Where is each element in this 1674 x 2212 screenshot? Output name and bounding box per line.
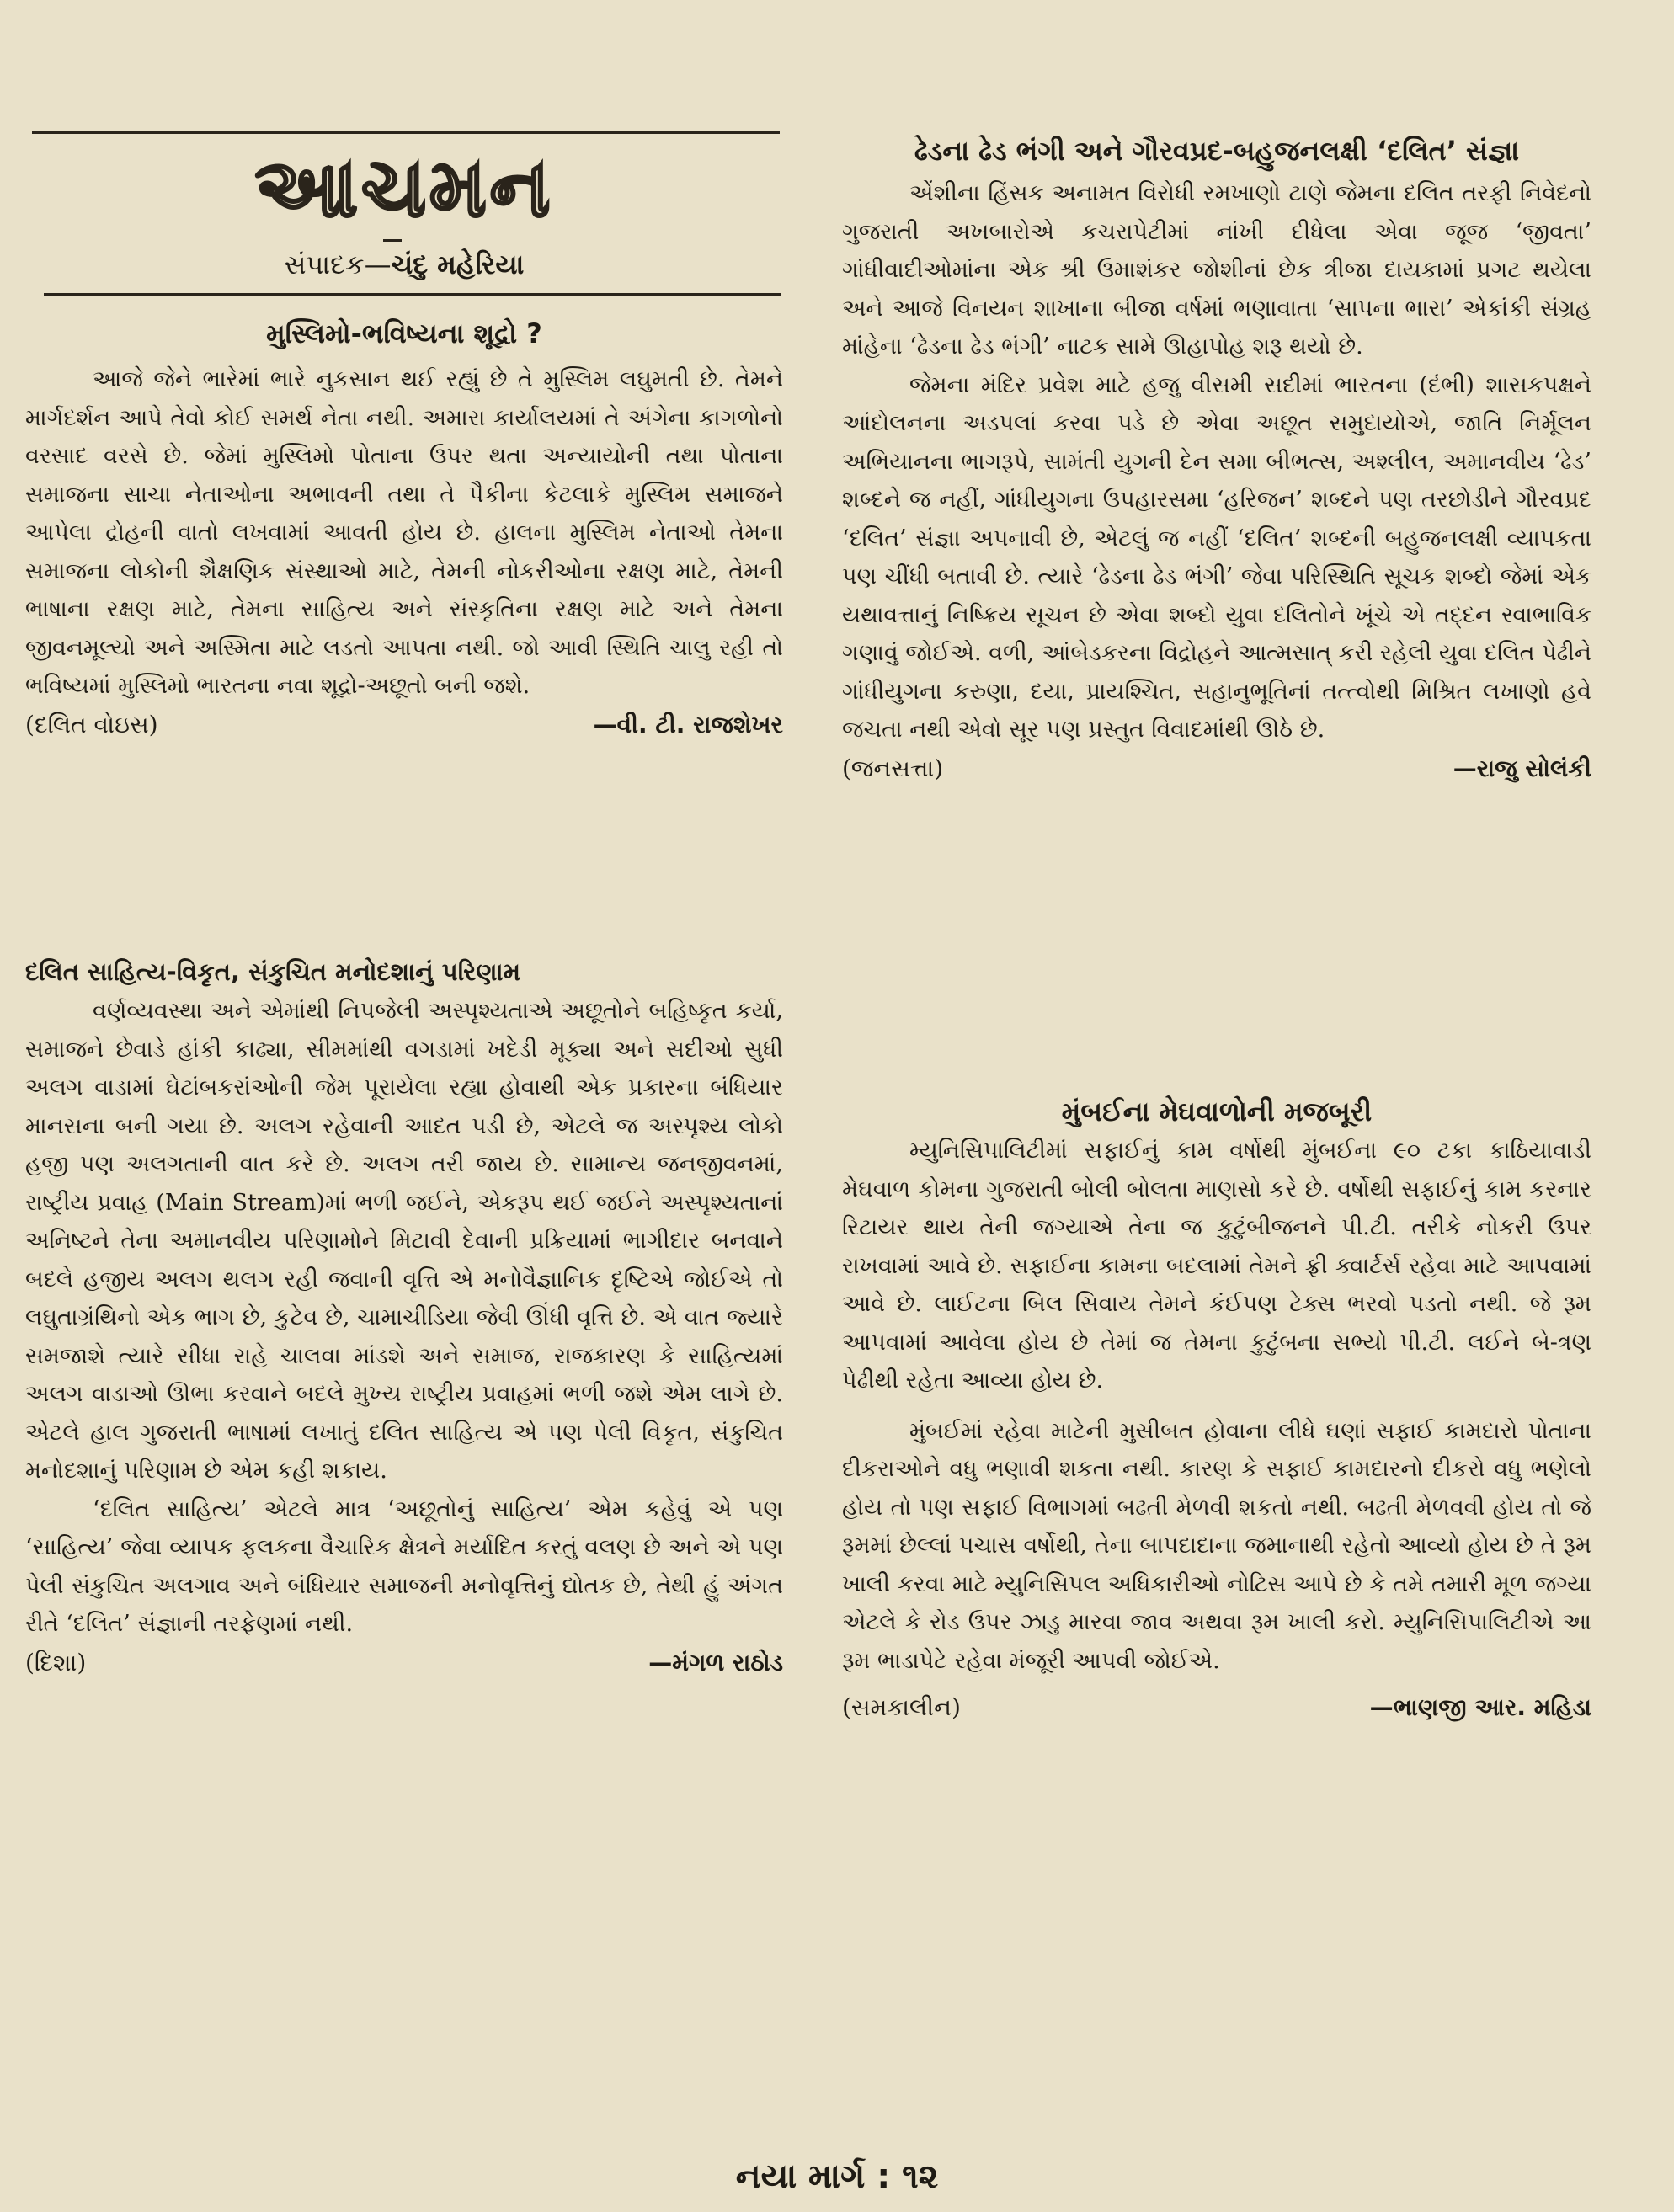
editor-label: સંપાદક— <box>284 248 392 280</box>
article-signature <box>25 706 783 744</box>
masthead-top-rule <box>32 131 780 134</box>
article-paragraph: આજે જેને ભારેમાં ભારે નુકસાન થઈ રહ્યું છે તે મુસ્લિમ લઘુમતી છે. તેમને માર્ગદર્શન આપે તેવો કોઈ સમર્થ નેતા નથી. અમારા કાર્યાલયમાં તે અંગેના કાગળોનો વરસાદ વરસે છે. જેમાં મુસ્લિમો પોતાના ઉપર થતા અન્યાયોની તથા પોતાના સમાજના સાચા નેતાઓના અભાવની તથા તે પૈકીના કેટલાકે મુસ્લિમ સમાજને આપેલા દ્રોહની વાતો લખવામાં આવતી હોય છે. હાલના મુસ્લિમ નેતાઓ તેમના સમાજના લોકોની શૈક્ષણિક સંસ્થાઓ માટે, તેમની નોકરીઓના રક્ષણ માટે, તેમની ભાષાના રક્ષણ માટે, તેમના સાહિત્ય અને સંસ્કૃતિના રક્ષણ માટે અને તેમના જીવનમૂલ્યો અને અસ્મિતા માટે લડતો આપતા નથી. જો આવી સ્થિતિ ચાલુ રહી તો ભવિષ્યમાં મુસ્લિમો ભારતના નવા શૂદ્રો-અછૂતો બની જશે. <box>25 366 783 699</box>
article-paragraph: મ્યુનિસિપાલિટીમાં સફાઈનું કામ વર્ષોથી મુંબઈના ૯૦ ટકા કાઠિયાવાડી મેઘવાળ કોમના ગુજરાતી બોલી બોલતા માણસો કરે છે. વર્ષોથી સફાઈનું કામ કરનાર રિટાયર થાય તેની જગ્યાએ તેના જ કુટુંબીજનને પી.ટી. તરીકે નોકરી ઉપર રાખવામાં આવે છે. સફાઈના કામના બદલામાં તેમને ફ્રી ક્વાર્ટર્સ રહેવા માટે આપવામાં આવે છે. લાઈટના બિલ સિવાય તેમને કંઈપણ ટેક્સ ભરવો પડતો નથી. જે રૂમ આપવામાં આવેલા હોય છે તેમાં જ તેમના કુટુંબના સભ્યો પી.ટી. લઈને બે-ત્રણ પેઢીથી રહેતા આવ્યા હોય છે. <box>842 1138 1591 1394</box>
article-source: (સમકાલીન) <box>842 1693 961 1721</box>
page-footer: નયા માર્ગ : ૧૨ <box>735 2157 939 2196</box>
editor-name: ચંદુ મહેરિયા <box>391 248 525 280</box>
masthead-bottom-rule <box>44 293 781 296</box>
masthead-title: આચમન <box>254 141 554 235</box>
article-author: —વી. ટી. રાજશેખર <box>593 710 783 738</box>
editor-line <box>25 246 783 283</box>
article-paragraph: જેમના મંદિર પ્રવેશ માટે હજુ વીસમી સદીમાં ભારતના (દંભી) શાસકપક્ષને આંદોલનના અડપલાં કરવા પડે છે એવા અછૂત સમુદાયોએ, જાતિ નિર્મૂલન અભિયાનના ભાગરૂપે, સામંતી યુગની દેન સમા બીભત્સ, અશ્લીલ, અમાનવીય ‘ઢેડ’ શબ્દને જ નહીં, ગાંધીયુગના ઉપહારસમા ‘હરિજન’ શબ્દને પણ તરછોડીને ગૌરવપ્રદ ‘દલિત’ સંજ્ઞા અપનાવી છે, એટલું જ નહીં ‘દલિત’ શબ્દની બહુજનલક્ષી વ્યાપકતા પણ ચીંધી બતાવી છે. ત્યારે ‘ઢેડના ઢેડ ભંગી’ જેવા પરિસ્થિતિ સૂચક શબ્દો જેમાં એક યથાવત્તાનું નિષ્ક્રિય સૂચન છે એવા શબ્દો યુવા દલિતોને ખૂંચે એ તદ્દન સ્વાભાવિક ગણાવું જોઈએ. વળી, આંબેડકરના વિદ્રોહને આત્મસાત્ કરી રહેલી યુવા દલિત પેઢીને ગાંધીયુગના કરુણા, દયા, પ્રાયશ્ચિત, સહાનુભૂતિનાં તત્ત્વોથી મિશ્રિત લખાણો હવે જચતા નથી એવો સૂર પણ પ્રસ્તુત વિવાદમાંથી ઊઠે છે. <box>842 371 1591 743</box>
article-heading: ઢેડના ઢેડ ભંગી અને ગૌરવપ્રદ-બહુજનલક્ષી ‘દલિત’ સંજ્ઞા <box>914 135 1520 167</box>
article-source: (જનસત્તા) <box>842 754 944 782</box>
article-dhed-bhangi <box>842 131 1591 788</box>
article-paragraph: ‘દલિત સાહિત્ય’ એટલે માત્ર ‘અછૂતોનું સાહિત્ય’ એમ કહેવું એ પણ ‘સાહિત્ય’ જેવા વ્યાપક ફલકના વૈચારિક ક્ષેત્રને મર્યાદિત કરતું વલણ છે અને એ પણ પેલી સંકુચિત અલગાવ અને બંધિયાર સમાજની મનોવૃત્તિનું દ્યોતક છે, તેથી હું અંગત રીતે ‘દલિત’ સંજ્ઞાની તરફેણમાં નથી. <box>25 1495 783 1637</box>
article-muslims <box>25 313 783 744</box>
article-signature <box>25 1644 783 1682</box>
article-heading: મુસ્લિમો-ભવિષ્યના શૂદ્રો ? <box>266 317 542 349</box>
article-signature <box>842 749 1591 788</box>
article-source: (દલિત વોઇસ) <box>25 710 158 738</box>
article-paragraph: એંશીના હિંસક અનામત વિરોધી રમખાણો ટાણે જેમના દલિત તરફી નિવેદનો ગુજરાતી અખબારોએ કચરાપેટીમાં નાંખી દીધેલા એવા જૂજ ‘જીવતા’ ગાંધીવાદીઓમાંના એક શ્રી ઉમાશંકર જોશીનાં છેક ત્રીજા દાયકામાં પ્રગટ થયેલા અને આજે વિનયન શાખાના બીજા વર્ષમાં ભણાવાતા ‘સાપના ભારા’ એકાંકી સંગ્રહ માંહેના ‘ઢેડના ઢેડ ભંગી’ નાટક સામે ઊહાપોહ શરૂ થયો છે. <box>842 180 1591 360</box>
article-meghwals <box>842 1091 1591 1727</box>
article-author: —ભાણજી આર. મહિડા <box>1369 1693 1591 1721</box>
masthead-dash <box>383 239 402 242</box>
article-heading: મુંબઈના મેઘવાળોની મજબૂરી <box>1061 1095 1373 1127</box>
article-signature <box>842 1688 1591 1727</box>
article-heading: દલિત સાહિત્ય-વિકૃત, સંકુચિત મનોદશાનું પરિણામ <box>25 957 521 986</box>
article-dalit-literature <box>25 951 783 1682</box>
article-paragraph: વર્ણવ્યવસ્થા અને એમાંથી નિપજેલી અસ્પૃશ્યતાએ અછૂતોને બહિષ્કૃત કર્યા, સમાજને છેવાડે હાંકી કાઢ્યા, સીમમાંથી વગડામાં ખદેડી મૂક્યા અને સદીઓ સુધી અલગ વાડામાં ઘેટાંબકરાંઓની જેમ પૂરાયેલા રહ્યા હોવાથી એક પ્રકારના બંધિયાર માનસના બની ગયા છે. અલગ રહેવાની આદત પડી છે, એટલે જ અસ્પૃશ્ય લોકો હજી પણ અલગતાની વાત કરે છે. અલગ તરી જાય છે. સામાન્ય જનજીવનમાં, રાષ્ટ્રીય પ્રવાહ (Main Stream)માં ભળી જઈને, એકરૂપ થઈ જઈને અસ્પૃશ્યતાનાં અનિષ્ટને તેના અમાનવીય પરિણામોને મિટાવી દેવાની પ્રક્રિયામાં ભાગીદાર બનવાને બદલે હજીય અલગ થલગ રહી જવાની વૃત્તિ એ મનોવૈજ્ઞાનિક દૃષ્ટિએ જોઈએ તો લઘુતાગ્રંથિનો એક ભાગ છે, કુટેવ છે, ચામાચીડિયા જેવી ઊંધી વૃત્તિ છે. એ વાત જ્યારે સમજાશે ત્યારે સીધા રાહે ચાલવા માંડશે અને સમાજ, રાજકારણ કે સાહિત્યમાં અલગ વાડાઓ ઊભા કરવાને બદલે મુખ્ય રાષ્ટ્રીય પ્રવાહમાં ભળી જશે એમ લાગે છે. એટલે હાલ ગુજરાતી ભાષામાં લખાતું દલિત સાહિત્ય એ પણ પેલી વિકૃત, સંકુચિત મનોદશાનું પરિણામ છે એમ કહી શકાય. <box>25 998 783 1484</box>
article-source: (દિશા) <box>25 1648 87 1676</box>
article-paragraph: મુંબઈમાં રહેવા માટેની મુસીબત હોવાના લીધે ઘણાં સફાઈ કામદારો પોતાના દીકરાઓને વધુ ભણાવી શકતા નથી. કારણ કે સફાઈ કામદારનો દીકરો વધુ ભણેલો હોય તો પણ સફાઈ વિભાગમાં બઢતી મેળવી શકતો નથી. બઢતી મેળવવી હોય તો જે રૂમમાં છેલ્લાં પચાસ વર્ષોથી, તેના બાપદાદાના જમાનાથી રહેતો આવ્યો હોય છે તે રૂમ ખાલી કરવા માટે મ્યુનિસિપલ અધિકારીઓ નોટિસ આપે છે કે તમે તમારી મૂળ જગ્યા એટલે કે રોડ ઉપર ઝાડુ મારવા જાવ અથવા રૂમ ખાલી કરો. મ્યુનિસિપાલિટીએ આ રૂમ ભાડાપેટે રહેવા મંજૂરી આપવી જોઈએ. <box>842 1417 1591 1674</box>
article-author: —મંગળ રાઠોડ <box>648 1648 783 1676</box>
article-author: —રાજુ સોલંકી <box>1453 754 1591 782</box>
